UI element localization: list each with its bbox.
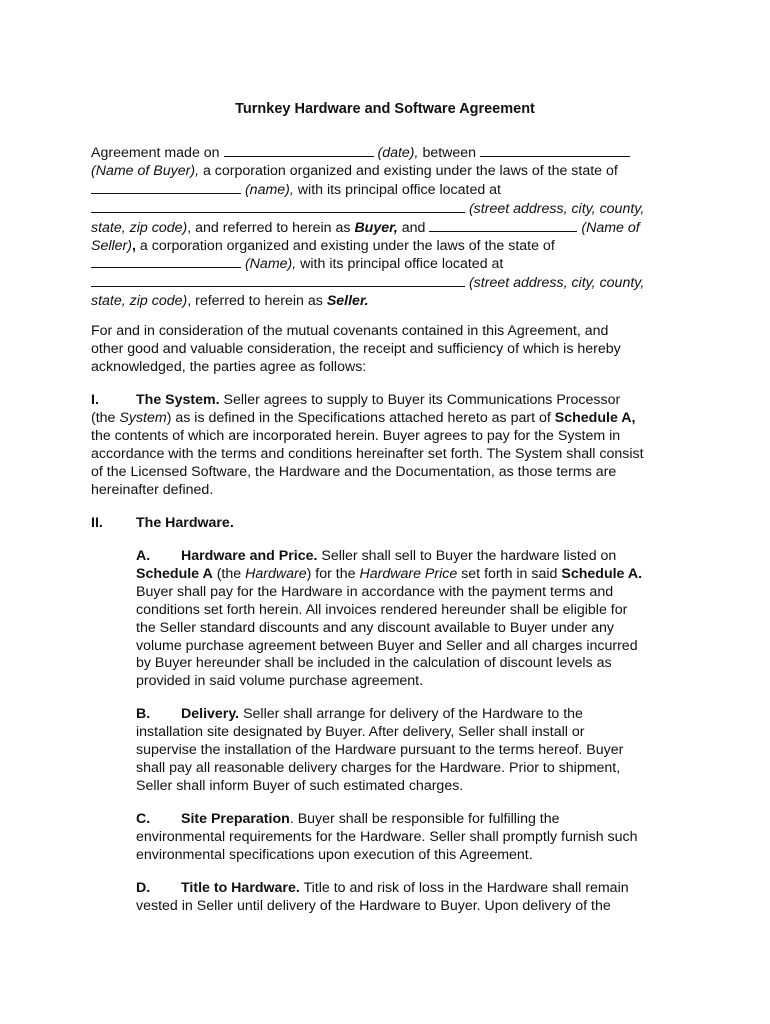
hardware-price-term: Hardware Price <box>359 565 458 582</box>
consideration-line: acknowledged, the parties agree as follows: <box>91 358 367 375</box>
subsection-letter: A. <box>136 548 151 564</box>
preamble-text: and <box>401 219 426 236</box>
preamble-italic: (street address, city, county, <box>468 275 645 292</box>
buyer-name-blank <box>480 144 630 157</box>
section-1-heading: The System. <box>136 392 220 408</box>
subsection-a <box>136 548 691 691</box>
section-text: accordance with the terms and conditions hereinafter set forth. The System shall consist <box>91 445 644 462</box>
seller-address-blank <box>91 274 465 287</box>
section-text: supervise the installation of the Hardware pursuant to the terms hereof. Buyer <box>136 741 624 758</box>
preamble-text: Agreement made on <box>91 145 220 161</box>
section-1 <box>91 392 691 499</box>
section-text: set forth in said <box>461 565 558 582</box>
preamble-italic: (date), <box>377 145 419 161</box>
preamble-line-4 <box>91 200 691 219</box>
subsection-a-line-2 <box>136 566 691 584</box>
section-text: the Seller standard discounts and any discount available to Buyer under any <box>136 619 614 636</box>
section-text: (the <box>91 409 116 426</box>
preamble-line-7 <box>91 255 691 274</box>
preamble-line-2 <box>91 163 691 181</box>
preamble-text: , referred to herein as <box>187 293 323 310</box>
section-1-number: I. <box>91 392 99 408</box>
section-text: conditions set forth herein. All invoices rendered hereunder shall be eligible for <box>136 601 628 618</box>
date-blank <box>224 144 374 157</box>
section-text: (the <box>216 565 242 582</box>
buyer-state-blank <box>91 181 241 194</box>
preamble-italic: (Name), <box>244 256 297 273</box>
preamble-paragraph <box>91 144 691 311</box>
subsection-letter: D. <box>136 880 151 896</box>
system-term: System <box>119 409 167 426</box>
section-text: hereinafter defined. <box>91 481 214 498</box>
section-text: Seller shall arrange for delivery of the Hardware to the <box>243 706 583 722</box>
section-2-title: The Hardware. <box>136 515 234 531</box>
consideration-line: other good and valuable consideration, the receipt and sufficiency of which is hereby <box>91 340 621 357</box>
subsection-c-line-1 <box>136 811 691 829</box>
subsection-heading: Hardware and Price. <box>181 548 318 564</box>
preamble-text: , and referred to herein as <box>187 219 351 236</box>
seller-name-blank <box>429 219 577 232</box>
subsection-a-line-1 <box>136 548 691 566</box>
section-text: ) for the <box>306 565 356 582</box>
section-text: ) as is defined in the Specifications attached hereto as part of <box>166 409 551 426</box>
buyer-address-blank <box>91 200 465 213</box>
subsection-d <box>136 880 691 916</box>
preamble-italic: state, zip code) <box>91 219 188 236</box>
hardware-term: Hardware <box>245 565 307 582</box>
preamble-line-1 <box>91 144 691 163</box>
section-text: volume purchase agreement between Buyer and Seller and all charges incurred <box>136 637 638 654</box>
section-text: Seller shall inform Buyer of such estimated charges. <box>136 777 464 794</box>
section-text: shall pay all reasonable delivery charges for the Hardware. Prior to shipment, <box>136 759 621 776</box>
preamble-italic: (Name of <box>581 219 640 236</box>
subsection-c <box>136 811 691 865</box>
subsection-b <box>136 706 691 796</box>
preamble-italic: (name), <box>244 181 294 198</box>
preamble-italic: (Name of Buyer), <box>91 162 200 179</box>
subsection-letter: B. <box>136 706 151 722</box>
subsection-letter: C. <box>136 811 151 827</box>
preamble-line-8 <box>91 274 691 293</box>
preamble-text: , <box>132 237 136 254</box>
subsection-heading: Delivery. <box>181 706 240 722</box>
section-2-number: II. <box>91 515 103 531</box>
preamble-text: with its principal office located at <box>300 256 504 273</box>
section-text: the contents of which are incorporated herein. Buyer agrees to pay for the System in <box>91 427 621 444</box>
subsection-b-line-1 <box>136 706 691 724</box>
consideration-line: For and in consideration of the mutual covenants contained in this Agreement, and <box>91 323 609 339</box>
section-text: Title to and risk of loss in the Hardware shall remain <box>303 880 629 896</box>
preamble-line-3 <box>91 181 691 200</box>
section-1-line-1 <box>91 392 691 410</box>
preamble-line-5 <box>91 219 691 238</box>
section-text: of the Licensed Software, the Hardware and the Documentation, as those terms are <box>91 463 617 480</box>
schedule-a-reference: Schedule A, <box>554 409 636 426</box>
preamble-italic: Seller) <box>91 237 132 254</box>
section-text: environmental specifications upon execution of this Agreement. <box>136 846 533 863</box>
subsection-heading: Site Preparation <box>181 811 290 827</box>
section-text: vested in Seller until delivery of the Hardware to Buyer. Upon delivery of the <box>136 897 611 914</box>
section-text: by Buyer hereunder shall be included in the calculation of discount levels as <box>136 655 612 672</box>
section-text: Buyer shall pay for the Hardware in accordance with the payment terms and <box>136 583 614 600</box>
preamble-line-9 <box>91 293 691 311</box>
preamble-italic: (street address, city, county, <box>468 200 645 217</box>
preamble-text: between <box>422 145 477 161</box>
consideration-paragraph <box>91 323 691 377</box>
schedule-a-reference: Schedule A <box>136 565 213 582</box>
section-text: . Buyer shall be responsible for fulfilling the <box>289 811 560 827</box>
buyer-term: Buyer, <box>354 219 398 236</box>
section-text: Seller shall sell to Buyer the hardware listed on <box>321 548 617 564</box>
seller-term: Seller. <box>326 293 369 310</box>
section-text: provided in said volume purchase agreement. <box>136 673 424 690</box>
preamble-line-6 <box>91 238 691 256</box>
subsection-d-line-1 <box>136 880 691 898</box>
section-1-line-2 <box>91 410 691 428</box>
section-text: environmental requirements for the Hardware. Seller shall promptly furnish such <box>136 828 638 845</box>
preamble-text: with its principal office located at <box>297 181 501 198</box>
seller-state-blank <box>91 255 241 268</box>
preamble-text: a corporation organized and existing under the laws of the state of <box>202 162 618 179</box>
preamble-text: a corporation organized and existing under the laws of the state of <box>139 237 555 254</box>
page-title: Turnkey Hardware and Software Agreement <box>235 101 535 117</box>
section-text: installation site designated by Buyer. After delivery, Seller shall install or <box>136 723 585 740</box>
schedule-a-reference: Schedule A. <box>561 565 643 582</box>
section-text: Seller agrees to supply to Buyer its Communications Processor <box>223 392 621 408</box>
subsection-heading: Title to Hardware. <box>181 880 300 896</box>
preamble-italic: state, zip code) <box>91 293 188 310</box>
